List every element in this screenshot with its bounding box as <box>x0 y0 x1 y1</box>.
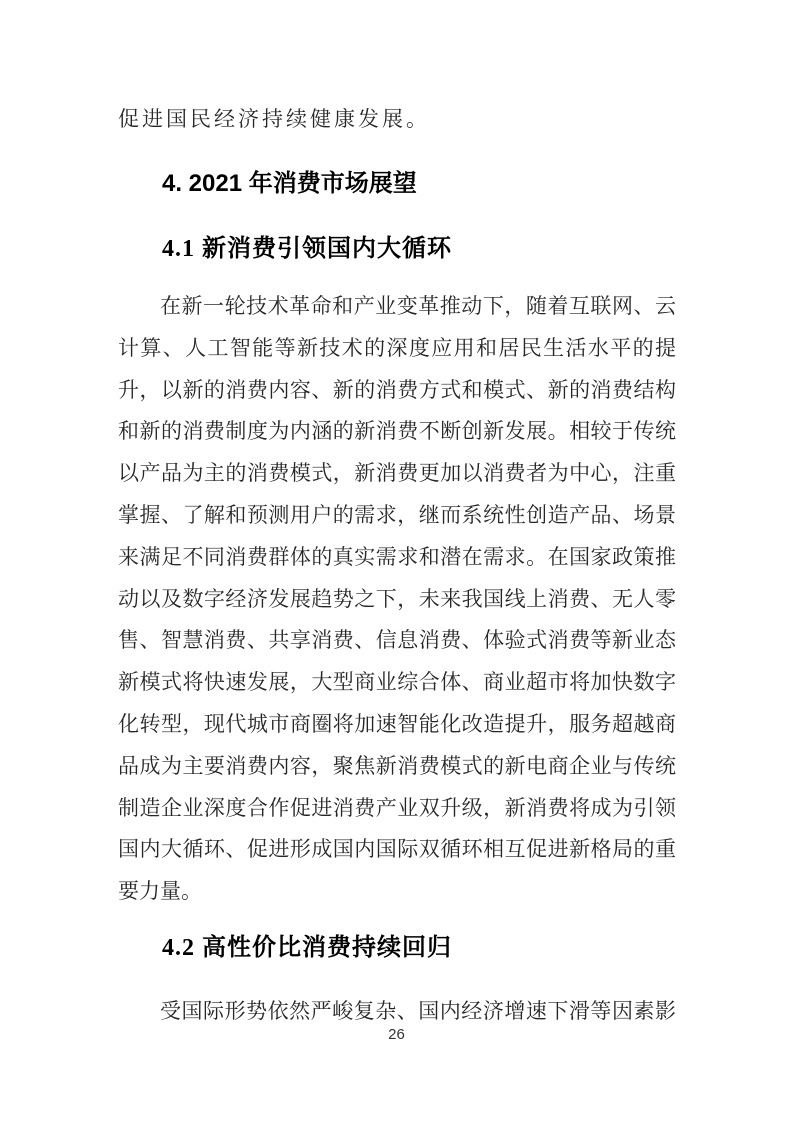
paragraph-new-consumption <box>118 286 676 913</box>
text-line: 化转型，现代城市商圈将加速智能化改造提升，服务超越商 <box>118 711 676 736</box>
text-line: 售、智慧消费、共享消费、信息消费、体验式消费等新业态 <box>118 628 676 653</box>
text-line: 和新的消费制度为内涵的新消费不断创新发展。相较于传统 <box>118 419 676 444</box>
text-line: 品成为主要消费内容，聚焦新消费模式的新电商企业与传统 <box>118 753 676 778</box>
text-line: 制造企业深度合作促进消费产业双升级，新消费将成为引领 <box>118 795 676 820</box>
text-line: 掌握、了解和预测用户的需求，继而系统性创造产品、场景 <box>118 502 676 527</box>
text-line: 新模式将快速发展，大型商业综合体、商业超市将加快数字 <box>118 670 676 695</box>
text-line: 来满足不同消费群体的真实需求和潜在需求。在国家政策推 <box>118 544 676 569</box>
text-line: 受国际形势依然严峻复杂、国内经济增速下滑等因素影 <box>160 999 676 1023</box>
text-line: 计算、人工智能等新技术的深度应用和居民生活水平的提 <box>118 335 676 360</box>
text-line: 要力量。 <box>118 879 202 904</box>
text-line: 动以及数字经济发展趋势之下，未来我国线上消费、无人零 <box>118 586 676 611</box>
text-line: 升，以新的消费内容、新的消费方式和模式、新的消费结构 <box>118 377 676 402</box>
subsection-heading-4-1: 4.1 新消费引领国内大循环 <box>162 236 452 262</box>
section-heading-4: 4. 2021 年消费市场展望 <box>162 170 417 197</box>
subsection-heading-4-2: 4.2 高性价比消费持续回归 <box>162 935 452 961</box>
page-number: 26 <box>388 1026 405 1043</box>
paragraph-continuation-line: 促进国民经济持续健康发展。 <box>118 107 430 131</box>
text-line: 以产品为主的消费模式，新消费更加以消费者为中心，注重 <box>118 461 676 486</box>
text-line: 国内大循环、促进形成国内国际双循环相互促进新格局的重 <box>118 837 676 862</box>
text-line: 在新一轮技术革命和产业变革推动下，随着互联网、云 <box>160 294 676 318</box>
